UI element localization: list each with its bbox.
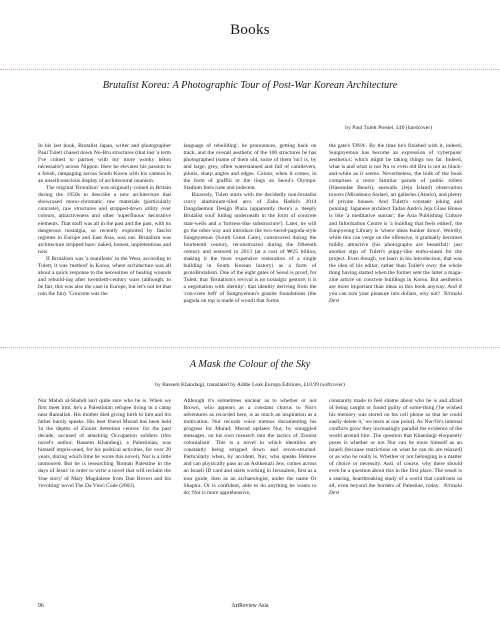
paragraph: The original 'Brutalism' was originally coined in Britain during the 1950s to describe a new architecture that showcased mono-chromatic raw materials (particularly concrete), raw structures and stripped-down utility over colours, attractiveness and other 'superfluous' decorative elements. That stuff was all in the past and the past, with its dangerous nostalgia, so recently exploited by fascist regimes in Europe and East Asia, was out. Brutalism was architecture stripped bare: naked, honest, unpretentious and now. (38, 185, 171, 255)
review-1-column-3 (329, 143, 462, 305)
review-1-title: Brutalist Korea: A Photographic Tour of Post-War Korean Architecture (102, 80, 398, 91)
divider-top (0, 69, 500, 70)
paragraph: In his last book, Brutalist Japan, writer and photographer Paul Tulett chased down Nu-Bru structures (that last 'a term I've coined to partner with my more wonky bēton nécessaire') across Nippon. Here he elevates his passion to a fetish, rampaging across South Korea with his camera in an unselfconscious display of architectural onanism. (38, 143, 171, 185)
paragraph: If Brutalism was 'a manifesto' in the West, according to Tulett, it was 'method' in Korea, where architecture was all about a quick response to the necessities of healing wounds and rebuild-ing after twentieth-century wars (although, to be fair, this was also the case in Europe, but let's not let that ruin the fun). 'Concrete was the (38, 255, 171, 297)
review-1-column-1 (38, 143, 171, 305)
review-2-body (38, 398, 462, 497)
review-2-signature: Nirmala Devi (329, 482, 462, 496)
paragraph: Nur Mahdi al-Shahdi isn't quite sure who he is. When we first meet him, he's a Palestinian refugee living in a camp near Ramallah. His mother died giving birth to him and his father barely speaks. His best friend Murad has been held 'in the depths of Zionist detention centres' for the past decade, accused of attacking Occupation soldiers (this novel's author, Bassem Khandaqji, a Palestinian, was himself impris-oned, for his political activities, for over 20 years, during which time he wrote this novel). Nur is a little unmoored. But he is researching 'Roman Palestine in the days of Jesus' in order to write a novel that will reclaim the 'true story' of Mary Magdalene from Dan Brown and his 'revolting' novel The Da Vinci Code (2003). (38, 398, 171, 489)
divider-middle (0, 347, 500, 348)
review-2-column-2 (184, 398, 317, 497)
section-title: Books (230, 22, 270, 38)
review-1-signature: Nirmala Devi (329, 290, 462, 305)
review-2-column-1 (38, 398, 171, 497)
review-1-body (38, 143, 462, 305)
paragraph-text: the gate's 'DNA'. By the time he's finished with it, indeed, Sungnyemun has become an expression of 'cyberpunk' aesthetics; which might be taking things too far. Indeed, what is and what is not Nu or even old Bru is not as black-and-white as it seems. Nevertheless, the bulk of the book comprises a more familiar parade of public toilets (Haeundae Beach), seawalls (Jeju Island) observation towers (Miradouro Sodae), art galleries (Atario), and plenty of private houses. And Tulett's constant joking and punning: Japanese architect Tadao Ando's Jeju Glass House is like 'a meditative sunrau'; the Asia Publishing Culture and Information Centre is 'a building that feels edited'; the Eunpyeong Library is 'where ideas bunker down'. Weirdly, while this can verge on the offensive, it gradually becomes mildly attractive (his photographs are beautiful): just another sign of Tulett's puppy-like enthu-siasm for the project. Even though, we learn in his introduction, that was the idea of his editor, rather than Tullet's own: the whole thing having started when the former sent the latter a maga-zine article on concrete buildings in Korea. But aesthetics are more important than ideas in this book anyway. And if you can turn your pleasure into dollars, why not? (329, 143, 462, 297)
paragraph (329, 398, 462, 497)
paragraph: Bizarrely, Tulett starts with the decidedly non-brutalist curvy aluminium-tiled arcs of Zaha Hadid's 2014 Dongdaemun Design Plaza (apparently there's a 'deeply Brutalist soul' hiding underneath in the form of concrete stair-wells and a 'fortress-like substructure'). Later, he will go the other way and introduce the two-tiered-pagoda-style Sungnyemun (South Great Gate), constructed during the fourteenth century, reconstructed during the fifteenth century and restored in 2013 (at a cost of ₩25 billion, making it the most expensive restoration of a single building in South Korean history) as a form of protoBrutalism. One of the eight gates of Seoul is proof, for Tulett, that 'Brutalism's revival is no nostalgic gesture; it is a negotiation with identity'; that identity deriving from the 'con-crete heft' of Sungnyemun's granite foundations (the pagoda on top is made of wood) that forms (183, 192, 317, 305)
paragraph-text: constantly made to feel shame about who he is and afraid of being caught or found guilty of some-thing ('he wished his memory was stored on his cell phone so that he could easily delete it,' we learn at one point). As Nur/Or's internal conflicts grow they increasingly parallel the evidence of the world around him. The question that Khandaqji eloquently poses is whether or not Nur can be more himself as an Israeli (because restrictions on what he can do are relaxed) or as who he really is. Whether or not belonging is a matter of choice or necessity. And, of course, why there should even be a question about this in the first place. The result is a searing, heartbreaking study of a world that confronts us all, even beyond the borders of Palestine, today. (329, 398, 462, 489)
review-1-byline: by Paul Tulett Prestel, £40 (hardcover) (345, 125, 432, 131)
paragraph: language of rebuilding', he pronounces, getting back on track, and the overall aesthetic of the 100 structures he has photographed (some of them old, some of them 'nu') is, by and large, grey, often waterstained and full of cantilevers, pilotis, sharp angles and edges. Colour, when it comes, in the form of graffiti or the rings on Seoul's Olympic Stadium feels rude and indecent. (183, 143, 317, 192)
review-2-byline: by Bassem Khandaqji, translated by Addie Leak Europa Editions, £10.99 (softcover) (155, 382, 345, 388)
paragraph: Although it's sometimes unclear as to whether or not Brown, who appears as a constant chorus to Nur's adventures as recorded here, is as much an inspiration as a motivation. Nur records voice memos documenting his progress for Murad; Murad updates Nur, by smuggled messages, on his own research into the tactics of 'Zionist colonialism'. This is a novel in which identities are constantly being stripped down and recon-structed. Particularly when, by accident, Nur, who speaks Hebrew and can physically pass as an Ashkenazi Jew, comes across an Israeli ID card and starts working in Jerusalem, first as a tour guide, then as an archaeologist, under the name Or Shapira. Or is confident, able to do anything he wants to do; Nur is more apprehensive, (183, 398, 317, 496)
review-2-column-3 (329, 398, 462, 497)
journal-name: ArtReview Asia (231, 603, 269, 609)
review-1-column-2 (184, 143, 317, 305)
paragraph (329, 143, 462, 305)
page-number: 96 (38, 603, 44, 609)
review-2-title: A Mask the Colour of the Sky (189, 359, 311, 370)
